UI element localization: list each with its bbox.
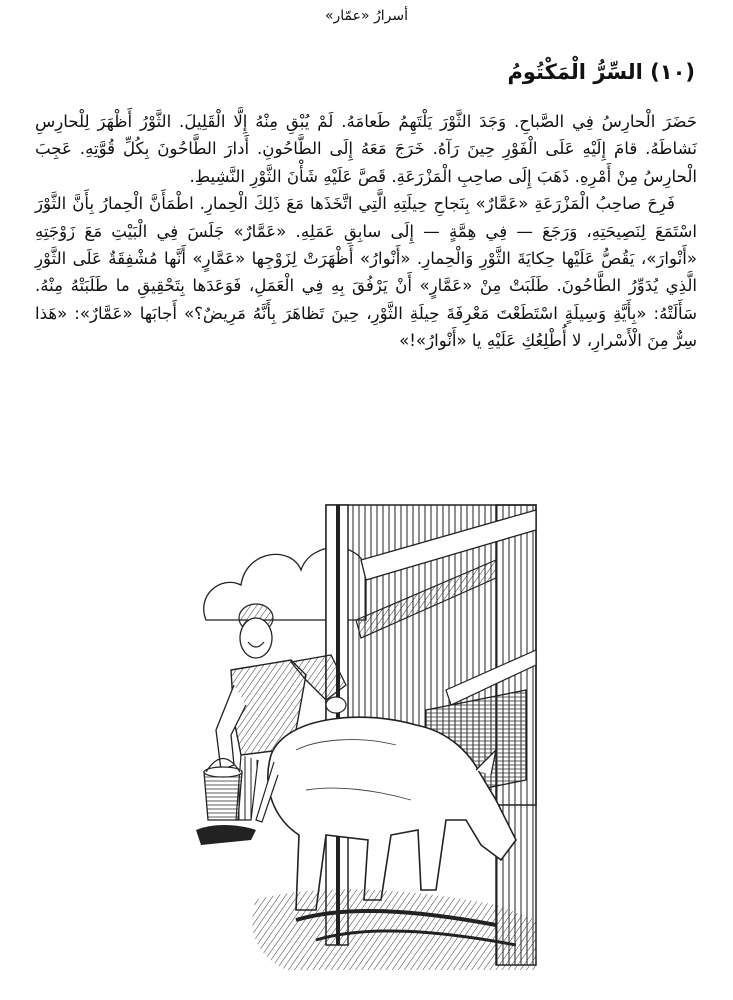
running-header: أسرارُ «عمّار» bbox=[324, 8, 409, 24]
bucket bbox=[204, 772, 242, 820]
paragraph-2: فَرِحَ صاحِبُ الْمَزْرَعَةِ «عَمَّارٌ» بِنَجاحِ حِيلَتِهِ الَّتِي اتَّخَذَها مَعَ ذَلِكَ الْحِمارِ. اطْمَأَنَّ الْحِمارُ بِأَنَّ الثَّوْرَ اسْتَمَعَ لِنَصِيحَتِهِ، وَرَجَعَ — فِي هِمَّةٍ — إِلَى سابِقِ عَمَلِهِ. «عَمَّارٌ» جَلَسَ فِي الْبَيْتِ مَعَ زَوْجَتِهِ «أَنْوارَ»، يَقُصُّ عَلَيْها حِكايَةَ الثَّوْرِ وَالْحِمارِ. «أَنْوارُ» أَظْهَرَتْ لِزَوْجِها «عَمَّارٍ» أَنَّها مُشْفِقَةٌ عَلَى الثَّوْرِ الَّذِي يُدَوِّرُ الطَّاحُونَ. طَلَبَتْ مِنْ «عَمَّارٍ» أَنْ يَرْفُقَ بِهِ فِي الْعَمَلِ، فَوَعَدَها بِتَحْقِيقِ ما طَلَبَتْهُ مِنْهُ. سَأَلَتْهُ: «بِأَيَّةِ وَسِيلَةٍ اسْتَطَعْتَ مَعْرِفَةَ حِيلَةِ الثَّوْرِ، حِينَ تَظاهَرَ بِأَنَّهُ مَرِيضٌ؟» أَجابَها «عَمَّارٌ»: «هَذا سِرٌّ مِنَ الْأَسْرارِ، لا أُطْلِعُكِ عَلَيْهِ يا «أَنْوارُ»!» bbox=[35, 194, 697, 351]
paragraph-1: حَضَرَ الْحارِسُ فِي الصَّباحِ. وَجَدَ الثَّوْرَ يَلْتَهِمُ طَعامَهُ. لَمْ يُبْقِ مِنْهُ إِلَّا الْقَلِيلَ. الثَّوْرُ أَظْهَرَ لِلْحارِسِ نَشاطَهُ. قامَ إِلَيْهِ عَلَى الْفَوْرِ حِينَ رَآهُ. خَرَجَ مَعَهُ إِلَى الطَّاحُونِ. أَدارَ الطَّاحُونَ بِكُلِّ قُوَّتِهِ. عَجِبَ الْحارِسُ مِنْ أَمْرِهِ. ذَهَبَ إِلَى صاحِبِ الْمَزْرَعَةِ. قَصَّ عَلَيْهِ شَأْنَ الثَّوْرِ النَّشِيطِ. bbox=[35, 112, 697, 186]
body-text bbox=[35, 108, 697, 355]
farm-illustration bbox=[196, 500, 538, 970]
chapter-title: (١٠) السِّرُّ الْمَكْتُومُ bbox=[507, 60, 695, 84]
